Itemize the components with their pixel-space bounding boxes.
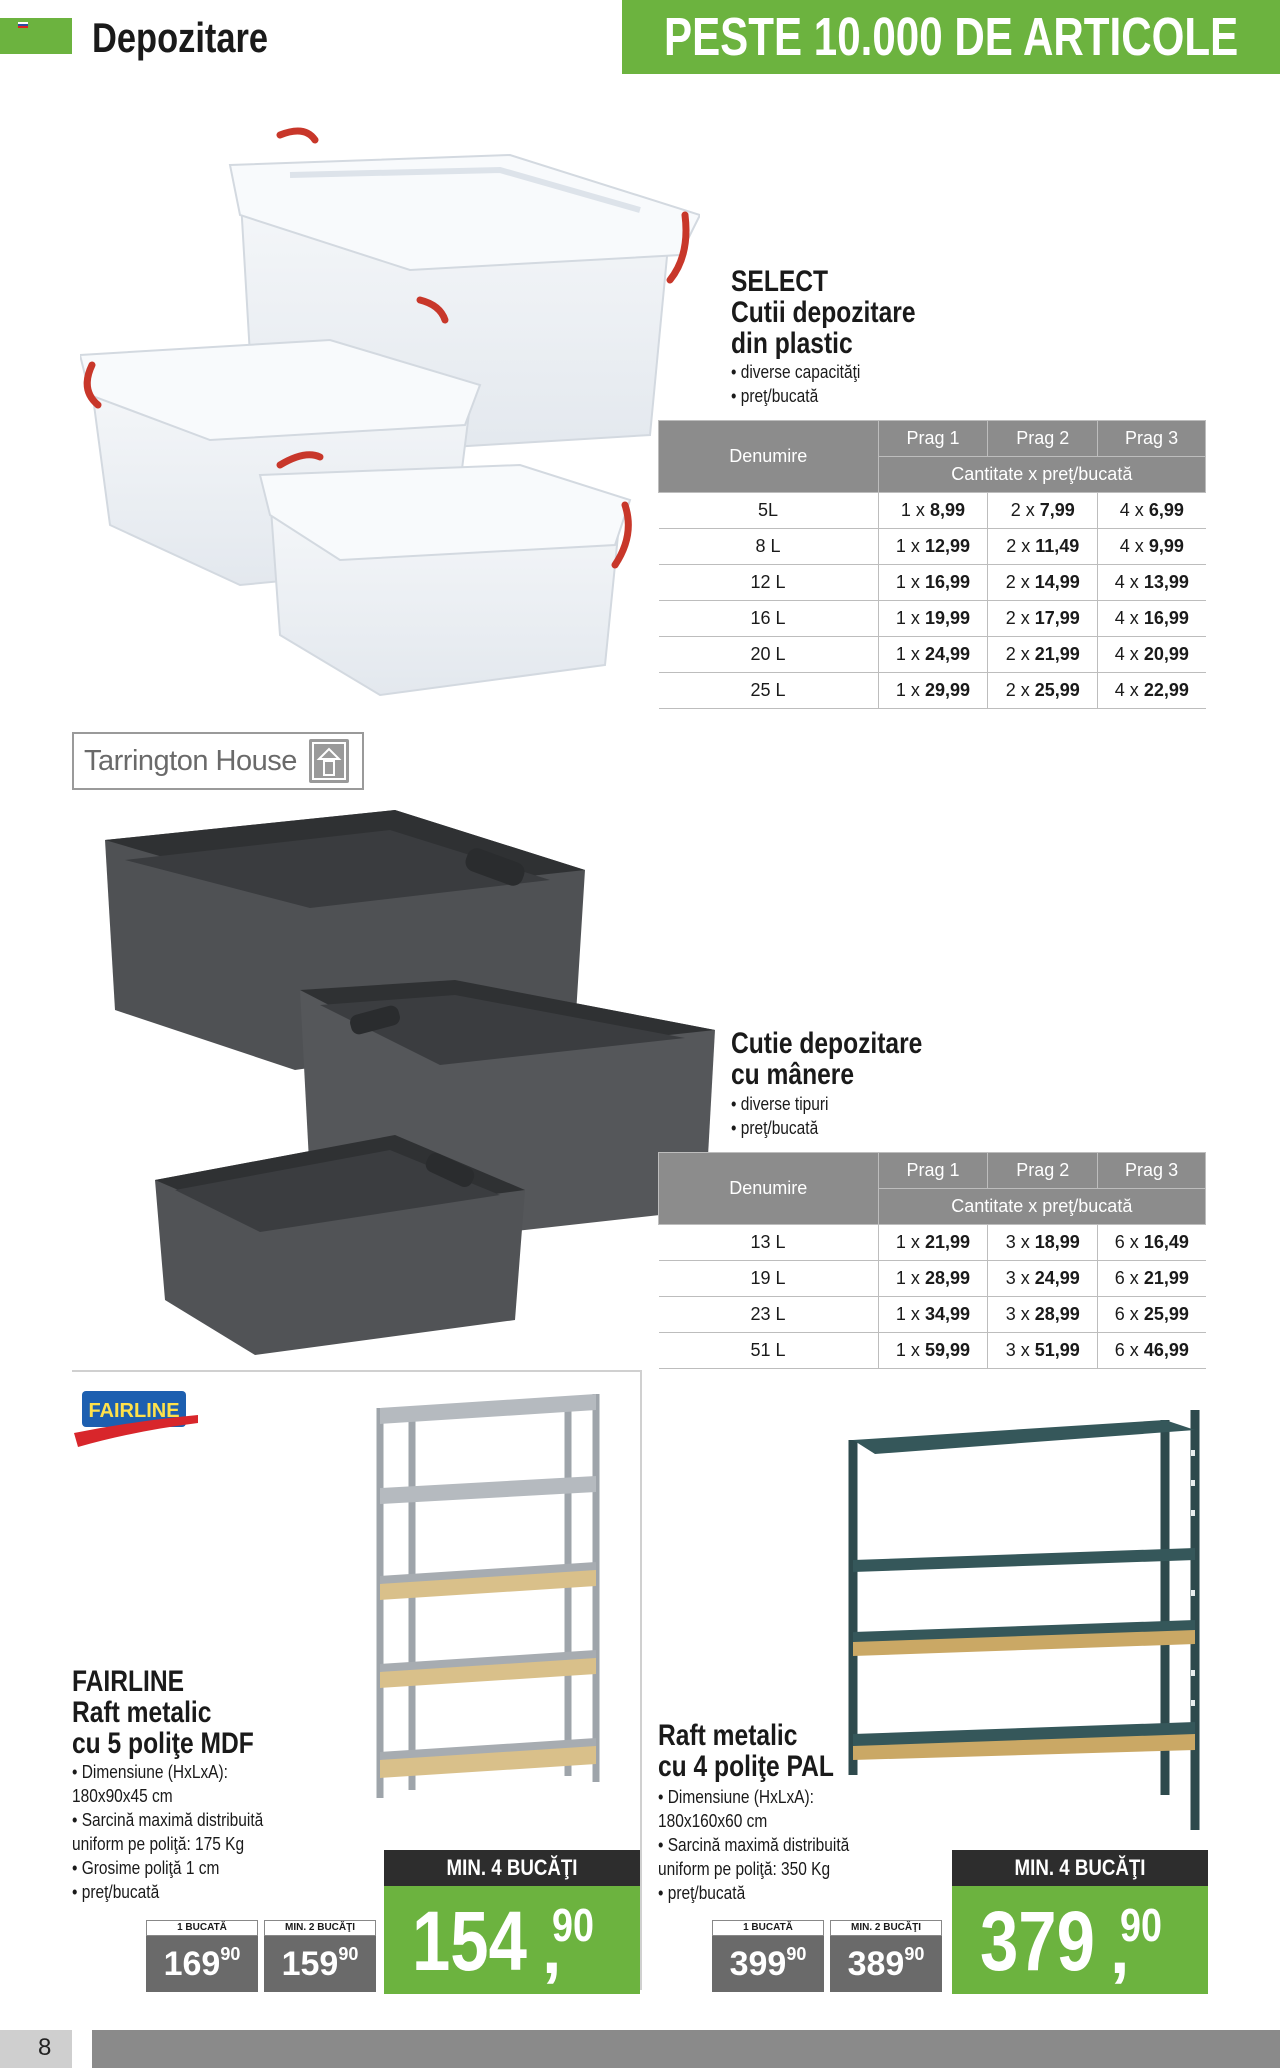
table-row bbox=[659, 1333, 1206, 1369]
tier-cell bbox=[988, 565, 1098, 601]
footer-bar bbox=[92, 2030, 1280, 2068]
tier-cell bbox=[988, 1333, 1098, 1369]
price-int: 159 bbox=[281, 1945, 339, 1983]
tier-qty: 4 x bbox=[1114, 572, 1139, 592]
tier-cell bbox=[988, 493, 1098, 529]
banner-text: PESTE 10.000 DE ARTICOLE bbox=[663, 7, 1239, 67]
tier-cell bbox=[878, 673, 988, 709]
row-name: 23 L bbox=[659, 1297, 879, 1333]
tier-qty: 1 x bbox=[895, 1232, 920, 1252]
dark-box-small bbox=[155, 1135, 525, 1355]
column-divider bbox=[640, 1372, 642, 1990]
fairline-logo-text: FAIRLINE bbox=[88, 1400, 180, 1422]
tier-price: 25,99 bbox=[1034, 680, 1080, 700]
table-row bbox=[659, 493, 1206, 529]
tier3-header: Prag 3 bbox=[1098, 1153, 1206, 1189]
tier-qty: 4 x bbox=[1114, 644, 1139, 664]
tier-cell bbox=[1098, 1297, 1206, 1333]
tier-cell bbox=[1098, 637, 1206, 673]
dark-storage-boxes-image bbox=[95, 800, 715, 1360]
bullet: • Dimensiune (HxLxA): bbox=[72, 1762, 228, 1782]
tier-price: 21,99 bbox=[924, 1232, 970, 1252]
table-row bbox=[659, 1261, 1206, 1297]
tier-cell bbox=[1098, 565, 1206, 601]
section-title: Depozitare bbox=[92, 14, 269, 61]
product2-name-line1: Cutie depozitare bbox=[731, 1027, 923, 1060]
tier-cell bbox=[878, 637, 988, 673]
tier-qty: 6 x bbox=[1114, 1232, 1139, 1252]
tier-qty: 4 x bbox=[1119, 536, 1144, 556]
price-dec: 90 bbox=[904, 1944, 925, 1964]
tier-cell bbox=[1098, 673, 1206, 709]
p3-price1 bbox=[146, 1936, 258, 1992]
bullet: • Dimensiune (HxLxA): bbox=[658, 1787, 814, 1807]
tier-cell bbox=[988, 529, 1098, 565]
subheader: Cantitate x preţ/bucată bbox=[878, 1189, 1205, 1225]
p4-min-qty-bar bbox=[952, 1850, 1208, 1886]
min-qty-label: MIN. 4 BUCĂŢI bbox=[1014, 1855, 1146, 1880]
tier-qty: 2 x bbox=[1005, 608, 1030, 628]
tier-qty: 2 x bbox=[1005, 680, 1030, 700]
product3-brand: FAIRLINE bbox=[72, 1665, 185, 1698]
tier-cell bbox=[1098, 1261, 1206, 1297]
bullet: • Grosime poliţă 1 cm bbox=[72, 1858, 220, 1878]
metal-shelf-4-image bbox=[845, 1400, 1210, 1840]
tier-qty: 1 x bbox=[895, 1340, 920, 1360]
bullet: 180x90x45 cm bbox=[72, 1786, 173, 1806]
p3-price2 bbox=[264, 1936, 376, 1992]
price-dec: 90 bbox=[220, 1944, 241, 1964]
table-row bbox=[659, 1297, 1206, 1333]
tier-price: 13,99 bbox=[1143, 572, 1189, 592]
tier-qty: 2 x bbox=[1005, 572, 1030, 592]
tier-cell bbox=[878, 601, 988, 637]
bullet: 180x160x60 cm bbox=[658, 1811, 768, 1831]
tier-qty: 1 x bbox=[900, 500, 925, 520]
big-price-int: 154 bbox=[412, 1894, 527, 1988]
tier-cell bbox=[1098, 529, 1206, 565]
tier-price: 18,99 bbox=[1034, 1232, 1080, 1252]
col-name-header: Denumire bbox=[659, 421, 879, 493]
table-row bbox=[659, 1225, 1206, 1261]
bullet: • preţ/bucată bbox=[72, 1882, 160, 1902]
tier-cell bbox=[988, 601, 1098, 637]
p4-price2 bbox=[830, 1936, 942, 1992]
bullet: • preţ/bucată bbox=[731, 386, 819, 406]
tier-price: 12,99 bbox=[924, 536, 970, 556]
big-price-int: 379 bbox=[980, 1894, 1095, 1988]
price-int: 169 bbox=[163, 1945, 221, 1983]
big-price-comma: , bbox=[542, 1910, 562, 1988]
tier-cell bbox=[988, 1225, 1098, 1261]
flag-icon bbox=[18, 22, 28, 28]
header-banner bbox=[622, 0, 1280, 74]
tier-price: 14,99 bbox=[1034, 572, 1080, 592]
tier-cell bbox=[988, 673, 1098, 709]
tier-price: 21,99 bbox=[1143, 1268, 1189, 1288]
tier-qty: 1 x bbox=[895, 644, 920, 664]
tier-price: 8,99 bbox=[929, 500, 965, 520]
tier2-header: Prag 2 bbox=[988, 1153, 1098, 1189]
subheader: Cantitate x preţ/bucată bbox=[878, 457, 1205, 493]
tier-price: 24,99 bbox=[1034, 1268, 1080, 1288]
product2-name-line2: cu mânere bbox=[731, 1058, 855, 1091]
tier-cell bbox=[988, 1261, 1098, 1297]
product1-title bbox=[731, 266, 956, 359]
p4-big-price bbox=[952, 1886, 1208, 1994]
p3-min-qty-bar bbox=[384, 1850, 640, 1886]
tier-price: 28,99 bbox=[924, 1268, 970, 1288]
bullet: • Sarcină maximă distribuită bbox=[72, 1810, 264, 1830]
tier-qty: 6 x bbox=[1114, 1340, 1139, 1360]
header-accent-bar bbox=[0, 18, 72, 54]
product1-price-table bbox=[658, 420, 1206, 709]
bullet: uniform pe poliţă: 175 Kg bbox=[72, 1834, 245, 1854]
product2-title bbox=[731, 1028, 964, 1090]
p3-price2-label: MIN. 2 BUCĂŢI bbox=[264, 1920, 376, 1936]
price-dec: 90 bbox=[338, 1944, 359, 1964]
product1-bullets bbox=[731, 360, 881, 408]
tier-cell bbox=[1098, 1333, 1206, 1369]
product3-title bbox=[72, 1666, 294, 1759]
tier-cell bbox=[1098, 1225, 1206, 1261]
p3-big-price bbox=[384, 1886, 640, 1994]
tier-qty: 3 x bbox=[1005, 1340, 1030, 1360]
big-price-comma: , bbox=[1110, 1910, 1130, 1988]
tier-qty: 1 x bbox=[895, 608, 920, 628]
tier-price: 24,99 bbox=[924, 644, 970, 664]
tier-qty: 3 x bbox=[1005, 1268, 1030, 1288]
tier-cell bbox=[878, 1261, 988, 1297]
tier-price: 17,99 bbox=[1034, 608, 1080, 628]
tier-price: 21,99 bbox=[1034, 644, 1080, 664]
bullet: • preţ/bucată bbox=[658, 1883, 746, 1903]
brand-name: Tarrington House bbox=[84, 744, 297, 777]
row-name: 19 L bbox=[659, 1261, 879, 1297]
table-row bbox=[659, 637, 1206, 673]
tier-price: 46,99 bbox=[1143, 1340, 1189, 1360]
product4-title bbox=[658, 1720, 872, 1782]
row-name: 20 L bbox=[659, 637, 879, 673]
tier-cell bbox=[1098, 493, 1206, 529]
bullet: • diverse tipuri bbox=[731, 1094, 829, 1114]
tier-price: 16,99 bbox=[1143, 608, 1189, 628]
tier-cell bbox=[988, 1297, 1098, 1333]
house-icon bbox=[309, 739, 349, 783]
tier-price: 51,99 bbox=[1034, 1340, 1080, 1360]
tier-price: 34,99 bbox=[924, 1304, 970, 1324]
table-row bbox=[659, 565, 1206, 601]
tier-cell bbox=[988, 637, 1098, 673]
tier-qty: 2 x bbox=[1005, 644, 1030, 664]
tier-cell bbox=[1098, 601, 1206, 637]
row-name: 51 L bbox=[659, 1333, 879, 1369]
tier-qty: 4 x bbox=[1114, 608, 1139, 628]
tier-price: 25,99 bbox=[1143, 1304, 1189, 1324]
row-name: 12 L bbox=[659, 565, 879, 601]
tier-qty: 4 x bbox=[1114, 680, 1139, 700]
row-name: 8 L bbox=[659, 529, 879, 565]
price-int: 389 bbox=[847, 1945, 905, 1983]
table-row bbox=[659, 673, 1206, 709]
tier-qty: 6 x bbox=[1114, 1304, 1139, 1324]
row-name: 13 L bbox=[659, 1225, 879, 1261]
bullet: • diverse capacităţi bbox=[731, 362, 861, 382]
tier-qty: 3 x bbox=[1005, 1304, 1030, 1324]
p4-price1-label: 1 BUCATĂ bbox=[712, 1920, 824, 1936]
tier-cell bbox=[878, 1225, 988, 1261]
tier-qty: 6 x bbox=[1114, 1268, 1139, 1288]
bullet: uniform pe poliţă: 350 Kg bbox=[658, 1859, 831, 1879]
tarrington-house-logo bbox=[72, 732, 364, 790]
product2-price-table bbox=[658, 1152, 1206, 1369]
product3-name-line1: Raft metalic bbox=[72, 1696, 212, 1729]
big-price-dec: 90 bbox=[1120, 1899, 1162, 1951]
product1-name-line2: din plastic bbox=[731, 327, 853, 360]
fairline-logo-graphic bbox=[74, 1385, 202, 1455]
plastic-boxes-image bbox=[80, 105, 700, 705]
row-name: 25 L bbox=[659, 673, 879, 709]
product4-name-line2: cu 4 poliţe PAL bbox=[658, 1750, 834, 1783]
big-price-dec: 90 bbox=[552, 1899, 594, 1951]
tier-qty: 1 x bbox=[895, 680, 920, 700]
tier1-header: Prag 1 bbox=[878, 421, 988, 457]
fairline-logo bbox=[74, 1385, 202, 1455]
table-row bbox=[659, 529, 1206, 565]
p4-price2-label: MIN. 2 BUCĂŢI bbox=[830, 1920, 942, 1936]
tier-price: 6,99 bbox=[1148, 500, 1184, 520]
tier-cell bbox=[878, 1333, 988, 1369]
p3-price1-label: 1 BUCATĂ bbox=[146, 1920, 258, 1936]
tier-qty: 2 x bbox=[1010, 500, 1035, 520]
page-number: 8 bbox=[38, 2034, 52, 2061]
tier-price: 22,99 bbox=[1143, 680, 1189, 700]
shelf-top bbox=[380, 1394, 596, 1424]
tier-price: 11,49 bbox=[1035, 536, 1080, 556]
tier-qty: 3 x bbox=[1005, 1232, 1030, 1252]
col-name-header: Denumire bbox=[659, 1153, 879, 1225]
row-name: 16 L bbox=[659, 601, 879, 637]
bullet: • Sarcină maximă distribuită bbox=[658, 1835, 850, 1855]
tier-price: 20,99 bbox=[1143, 644, 1189, 664]
tier-cell bbox=[878, 493, 988, 529]
tier-qty: 1 x bbox=[895, 1268, 920, 1288]
tier-qty: 1 x bbox=[895, 536, 920, 556]
metal-shelf-5-image bbox=[372, 1390, 604, 1802]
table-row bbox=[659, 601, 1206, 637]
row-name: 5L bbox=[659, 493, 879, 529]
price-int: 399 bbox=[729, 1945, 787, 1983]
tier-cell bbox=[878, 1297, 988, 1333]
tier-price: 28,99 bbox=[1034, 1304, 1080, 1324]
tier-cell bbox=[878, 565, 988, 601]
plastic-box-small bbox=[260, 455, 630, 695]
tier-price: 59,99 bbox=[924, 1340, 970, 1360]
min-qty-label: MIN. 4 BUCĂŢI bbox=[446, 1855, 578, 1880]
tier-qty: 2 x bbox=[1006, 536, 1031, 556]
product3-name-line2: cu 5 poliţe MDF bbox=[72, 1727, 254, 1760]
tier-qty: 1 x bbox=[895, 572, 920, 592]
price-dec: 90 bbox=[786, 1944, 807, 1964]
bullet: • preţ/bucată bbox=[731, 1118, 819, 1138]
tier-price: 19,99 bbox=[924, 608, 970, 628]
p4-price1 bbox=[712, 1936, 824, 1992]
tier-price: 16,49 bbox=[1143, 1232, 1189, 1252]
tier-qty: 4 x bbox=[1119, 500, 1144, 520]
product1-brand: SELECT bbox=[731, 265, 829, 298]
tier-price: 7,99 bbox=[1039, 500, 1075, 520]
tier1-header: Prag 1 bbox=[878, 1153, 988, 1189]
product1-name-line1: Cutii depozitare bbox=[731, 296, 916, 329]
page-number-box bbox=[0, 2030, 72, 2068]
tier3-header: Prag 3 bbox=[1098, 421, 1206, 457]
section-divider bbox=[72, 1370, 642, 1372]
tier-qty: 1 x bbox=[895, 1304, 920, 1324]
product3-bullets bbox=[72, 1760, 294, 1904]
tier-price: 16,99 bbox=[924, 572, 970, 592]
product2-bullets bbox=[731, 1092, 844, 1140]
product4-name-line1: Raft metalic bbox=[658, 1719, 798, 1752]
tier-price: 29,99 bbox=[924, 680, 970, 700]
tier2-header: Prag 2 bbox=[988, 421, 1098, 457]
tier-cell bbox=[878, 529, 988, 565]
product4-bullets bbox=[658, 1785, 880, 1905]
tier-price: 9,99 bbox=[1148, 536, 1184, 556]
